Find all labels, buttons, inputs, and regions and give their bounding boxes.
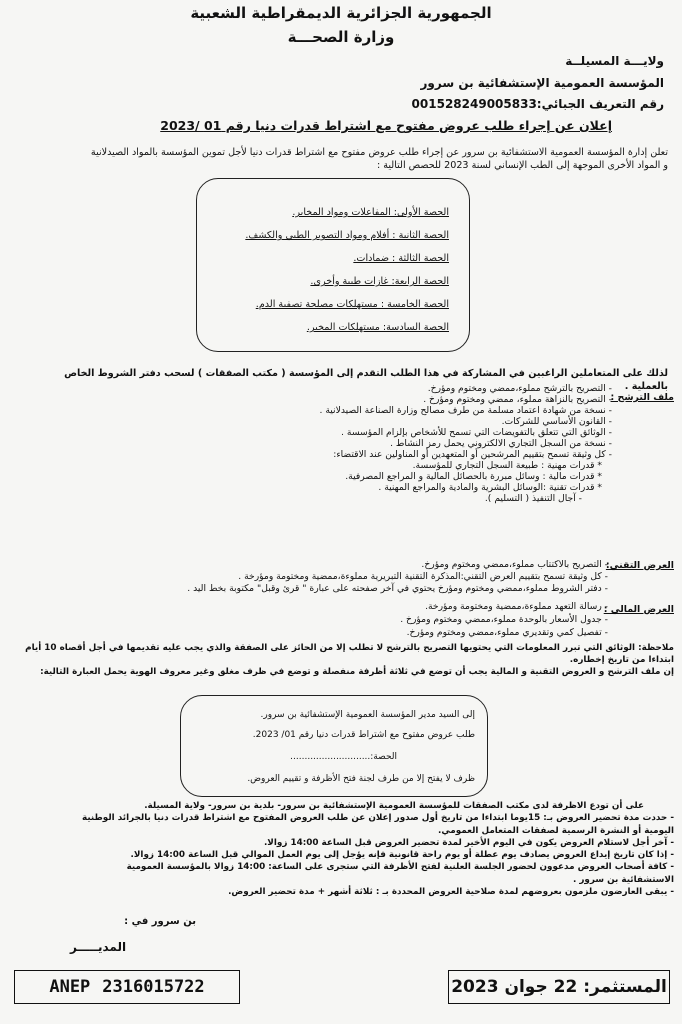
candidature-item: * قدرات مالية : وسائل مبررة بالحصائل المالية و المراجع المصرفية.	[345, 471, 602, 482]
candidature-item: * قدرات مهنية : طبيعة السجل التجاري للمؤسسة.	[412, 460, 602, 471]
closing-line: - آخر أجل لاستلام العروض يكون في اليوم الأخير لمدة تحضير العروض قبل الساعة 14:00 زوالا.	[263, 837, 674, 848]
closing-line: - كافة أصحاب العروض مدعوون لحضور الجلسة العلنية لفتح الأظرفة التي ستجرى على الساعة: 14:00 زوالا بالمؤسسة العمومية	[126, 862, 674, 873]
newspaper-date-box: المستثمر: 22 جوان 2023	[448, 970, 670, 1004]
note-line: ملاحظة: الوثائق التي تبرر المعلومات التي يحتويها التصريح بالترشح لا تطلب إلا من الحائز على الصفقة والذي يجب عليه تقديمها في أجل أقصاه 10 أيام	[25, 643, 674, 653]
note-line: إن ملف الترشح و العروض التقنية و المالية يجب أن توضع في ثلاثة أظرفة منفصلة و توضع في ظرف مغلق وغير معروف الهوية يحمل العبارة التالية:	[40, 667, 674, 677]
place-date: بن سرور في :	[124, 916, 196, 927]
candidature-item: - التصريح بالترشح مملوء،ممضي ومختوم ومؤرخ.	[427, 383, 612, 394]
fiscal-id-line: رقم التعريف الجبائي:001528249005833	[411, 97, 664, 111]
intro-paragraph	[8, 146, 668, 172]
anep-reference-box	[14, 970, 240, 1004]
envelope-line: الحصة:............................	[290, 752, 397, 762]
envelope-line: ظرف لا يفتح إلا من طرف لجنة فتح الأظرفة و تقييم العروض.	[247, 774, 475, 784]
closing-line: على أن تودع الاظرفة لدى مكتب الصفقات للمؤسسة العمومية الإستشفائية بن سرور- بلدية بن سرور- ولاية المسيلة.	[144, 801, 644, 811]
institution-line: المؤسسة العمومية الإستشفائية بن سرور	[420, 76, 664, 90]
candidature-item: - نسخة من شهادة اعتماد مسلمة من طرف مصالح وزارة الصناعة الصيدلانية .	[319, 405, 612, 416]
envelope-line: إلى السيد مدير المؤسسة العمومية الإستشفائية بن سرور.	[260, 710, 475, 720]
invitation-text: لذلك على المتعاملين الراغبين في المشاركة في هذا الطلب التقدم إلى المؤسسة ( مكتب الصفقات ) لسحب دفتر الشروط الخاص بالعملية .	[64, 368, 668, 392]
note-block	[10, 642, 674, 678]
closing-line: - يبقى العارضون ملزمون بعروضهم لمدة صلاحية العروض المحددة بـ : ثلاثة أشهر + مدة تحضير العروض.	[228, 887, 674, 898]
closing-line: الاستشفائية بن سرور .	[572, 874, 674, 885]
lots-box	[196, 178, 470, 352]
anep-label: ANEP	[49, 977, 91, 997]
envelope-box	[180, 695, 488, 797]
intro-line: و المواد الأخرى الموجهة إلى الطب الإنساني لسنة 2023 للحصص التالية :	[376, 160, 668, 171]
lot-item: الحصة الخامسة : مستهلكات مصلحة تصفية الدم.	[255, 299, 449, 310]
financial-item: - جدول الأسعار بالوحدة مملوء،ممضي ومختوم ومؤرخ .	[400, 614, 608, 625]
announcement-title: إعلان عن إجراء طلب عروض مفتوح مع اشتراط قدرات دنيا رقم 01 /2023	[160, 118, 612, 133]
candidature-item: - التصريح بالنزاهة مملوء، ممضي ومختوم ومؤرخ .	[423, 394, 612, 405]
candidature-label: ملف الترشح :	[610, 392, 674, 403]
technical-item: - دفتر الشروط مملوء،ممضي ومختوم ومؤرخ يحتوي في آخر صفحته على عبارة " قرئ وقبل" مكتوبة بخط اليد .	[187, 583, 608, 594]
candidature-item: - الوثائق التي تتعلق بالتفويضات التي تسمح للأشخاص بإلزام المؤسسة .	[341, 427, 612, 438]
technical-label: العرض التقني:	[605, 560, 674, 571]
candidature-list	[32, 383, 612, 504]
envelope-line: طلب عروض مفتوح مع اشتراط قدرات دنيا رقم 01/ 2023.	[252, 730, 475, 740]
closing-line: - إذا كان تاريخ إيداع العروض يصادف يوم عطلة أو يوم راحة قانونية فإنه يؤجل إلى يوم العمل الموالي قبل الساعة 14:00 زوالا.	[130, 850, 674, 861]
candidature-item: * قدرات تقنية :الوسائل البشرية والمادية والمراجع المهنية .	[378, 482, 602, 493]
lot-item: الحصة الثانية : أفلام ومواد التصوير الطبي والكشف.	[245, 230, 449, 241]
lot-item: الحصة الرابعة: غازات طبية وأخرى.	[310, 276, 449, 287]
candidature-item: - كل وثيقة تسمح بتقييم المرشحين أو المتعهدين أو المناولين عند الاقتضاء:	[333, 449, 612, 460]
financial-label: العرض المالي :	[603, 604, 674, 615]
financial-item: - رسالة التعهد مملوءة،ممضية ومختومة ومؤرخة.	[425, 601, 608, 612]
anep-number: 2316015722	[102, 977, 205, 997]
technical-item: - التصريح بالاكتتاب مملوء،ممضي ومختوم ومؤرخ.	[421, 559, 608, 570]
director-signature: المديـــــر	[70, 940, 127, 954]
closing-line: اليومية أو النشرة الرسمية لصفقات المتعامل العمومي.	[438, 825, 674, 836]
technical-list	[32, 559, 608, 595]
closing-line: - حددت مدة تحضير العروض بـ: 15يوما ابتداءا من تاريخ أول صدور إعلان عن طلب العروض المفتوح مع اشتراط قدرات دنيا بالجرائد الوطنية	[82, 813, 674, 824]
lot-item: الحصة الثالثة : ضمادات.	[353, 253, 449, 264]
lot-item: الحصة الأولى: المفاعلات ومواد المخابر.	[292, 207, 449, 218]
republic-heading: الجمهورية الجزائرية الديمقراطية الشعبية	[190, 4, 492, 22]
lot-item: الحصة السادسة: مستهلكات المخبر.	[306, 322, 449, 333]
wilaya-line: ولايـــة المسيلــة	[565, 54, 664, 68]
technical-item: - كل وثيقة تسمح بتقييم العرض التقني:المذكرة التقنية التبريرية مملوءة،ممضية ومختومة ومؤرخة .	[238, 571, 608, 582]
intro-line: تعلن إدارة المؤسسة العمومية الاستشفائية بن سرور عن إجراء طلب عروض مفتوح مع اشتراط قدرات دنيا لأجل تموين المؤسسة بالمواد الصيدلانية	[90, 147, 668, 158]
candidature-item: - آجال التنفيذ ( التسليم ).	[484, 493, 582, 504]
ministry-heading: وزارة الصحـــة	[287, 28, 395, 46]
note-line: ابتداءا من تاريخ إخطاره.	[569, 655, 674, 665]
candidature-item: - القانون الأساسي للشركات.	[501, 416, 612, 427]
financial-list	[32, 600, 608, 639]
financial-item: - تفصيل كمي وتقديري مملوء،ممضي ومختوم ومؤرخ.	[406, 627, 608, 638]
closing-block	[10, 800, 674, 898]
candidature-item: - نسخة من السجل التجاري الالكتروني يحمل رمز النشاط .	[390, 438, 612, 449]
